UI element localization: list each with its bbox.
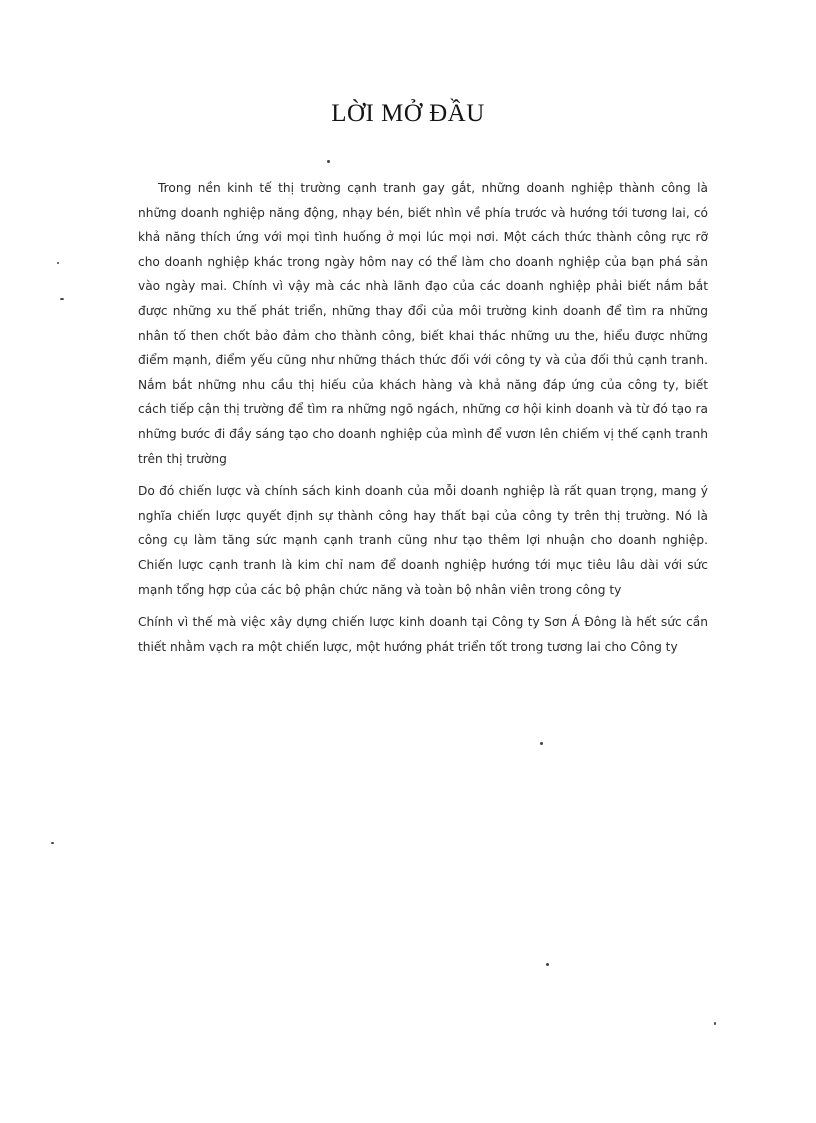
- scan-speck: [60, 298, 64, 300]
- scan-speck: [327, 160, 330, 163]
- scan-speck: [51, 842, 54, 844]
- scan-speck: [540, 742, 543, 745]
- scan-speck: [57, 262, 59, 264]
- scan-speck: [546, 963, 549, 966]
- paragraph-2: Do đó chiến lược và chính sách kinh doanh của mỗi doanh nghiệp là rất quan trọng, mang ý nghĩa chiến lược quyết định sự thành công hay thất bại của công ty trên thị trường. Nó là công cụ làm tăng sức mạnh cạnh tranh cũng như tạo thêm lợi nhuận cho doanh nghiệp. Chiến lược cạnh tranh là kim chỉ nam để doanh nghiệp hướng tới mục tiêu lâu dài với sức mạnh tổng hợp của các bộ phận chức năng và toàn bộ nhân viên trong công ty: [138, 484, 708, 597]
- document-body: [138, 176, 708, 667]
- paragraph-1: Trong nền kinh tế thị trường cạnh tranh gay gắt, những doanh nghiệp thành công là những doanh nghiệp năng động, nhạy bén, biết nhìn về phía trước và hướng tới tương lai, có khả năng thích ứng với mọi tình huống ở mọi lúc mọi nơi. Một cách thức thành công rực rỡ cho doanh nghiệp khác trong ngày hôm nay có thể làm cho doanh nghiệp của bạn phá sản vào ngày mai. Chính vì vậy mà các nhà lãnh đạo của các doanh nghiệp phải biết nắm bắt được những xu thế phát triển, những thay đổi của môi trường kinh doanh để tìm ra những nhân tố then chốt bảo đảm cho thành công, biết khai thác những ưu the, hiểu được những điểm mạnh, điểm yếu cũng như những thách thức đối với công ty và của đối thủ cạnh tranh. Nắm bắt những nhu cầu thị hiếu của khách hàng và khả năng đáp ứng của công ty, biết cách tiếp cận thị trường để tìm ra những ngõ ngách, những cơ hội kinh doanh và từ đó tạo ra những bước đi đầy sáng tạo cho doanh nghiệp của mình để vươn lên chiếm vị thế cạnh tranh trên thị trường: [138, 181, 708, 466]
- scan-speck: [714, 1022, 716, 1025]
- paragraph-3: Chính vì thế mà việc xây dựng chiến lược kinh doanh tại Công ty Sơn Á Đông là hết sức cần thiết nhằm vạch ra một chiến lược, một hướng phát triển tốt trong tương lai cho Công ty: [138, 615, 708, 654]
- page-title: LỜI MỞ ĐẦU: [331, 100, 485, 127]
